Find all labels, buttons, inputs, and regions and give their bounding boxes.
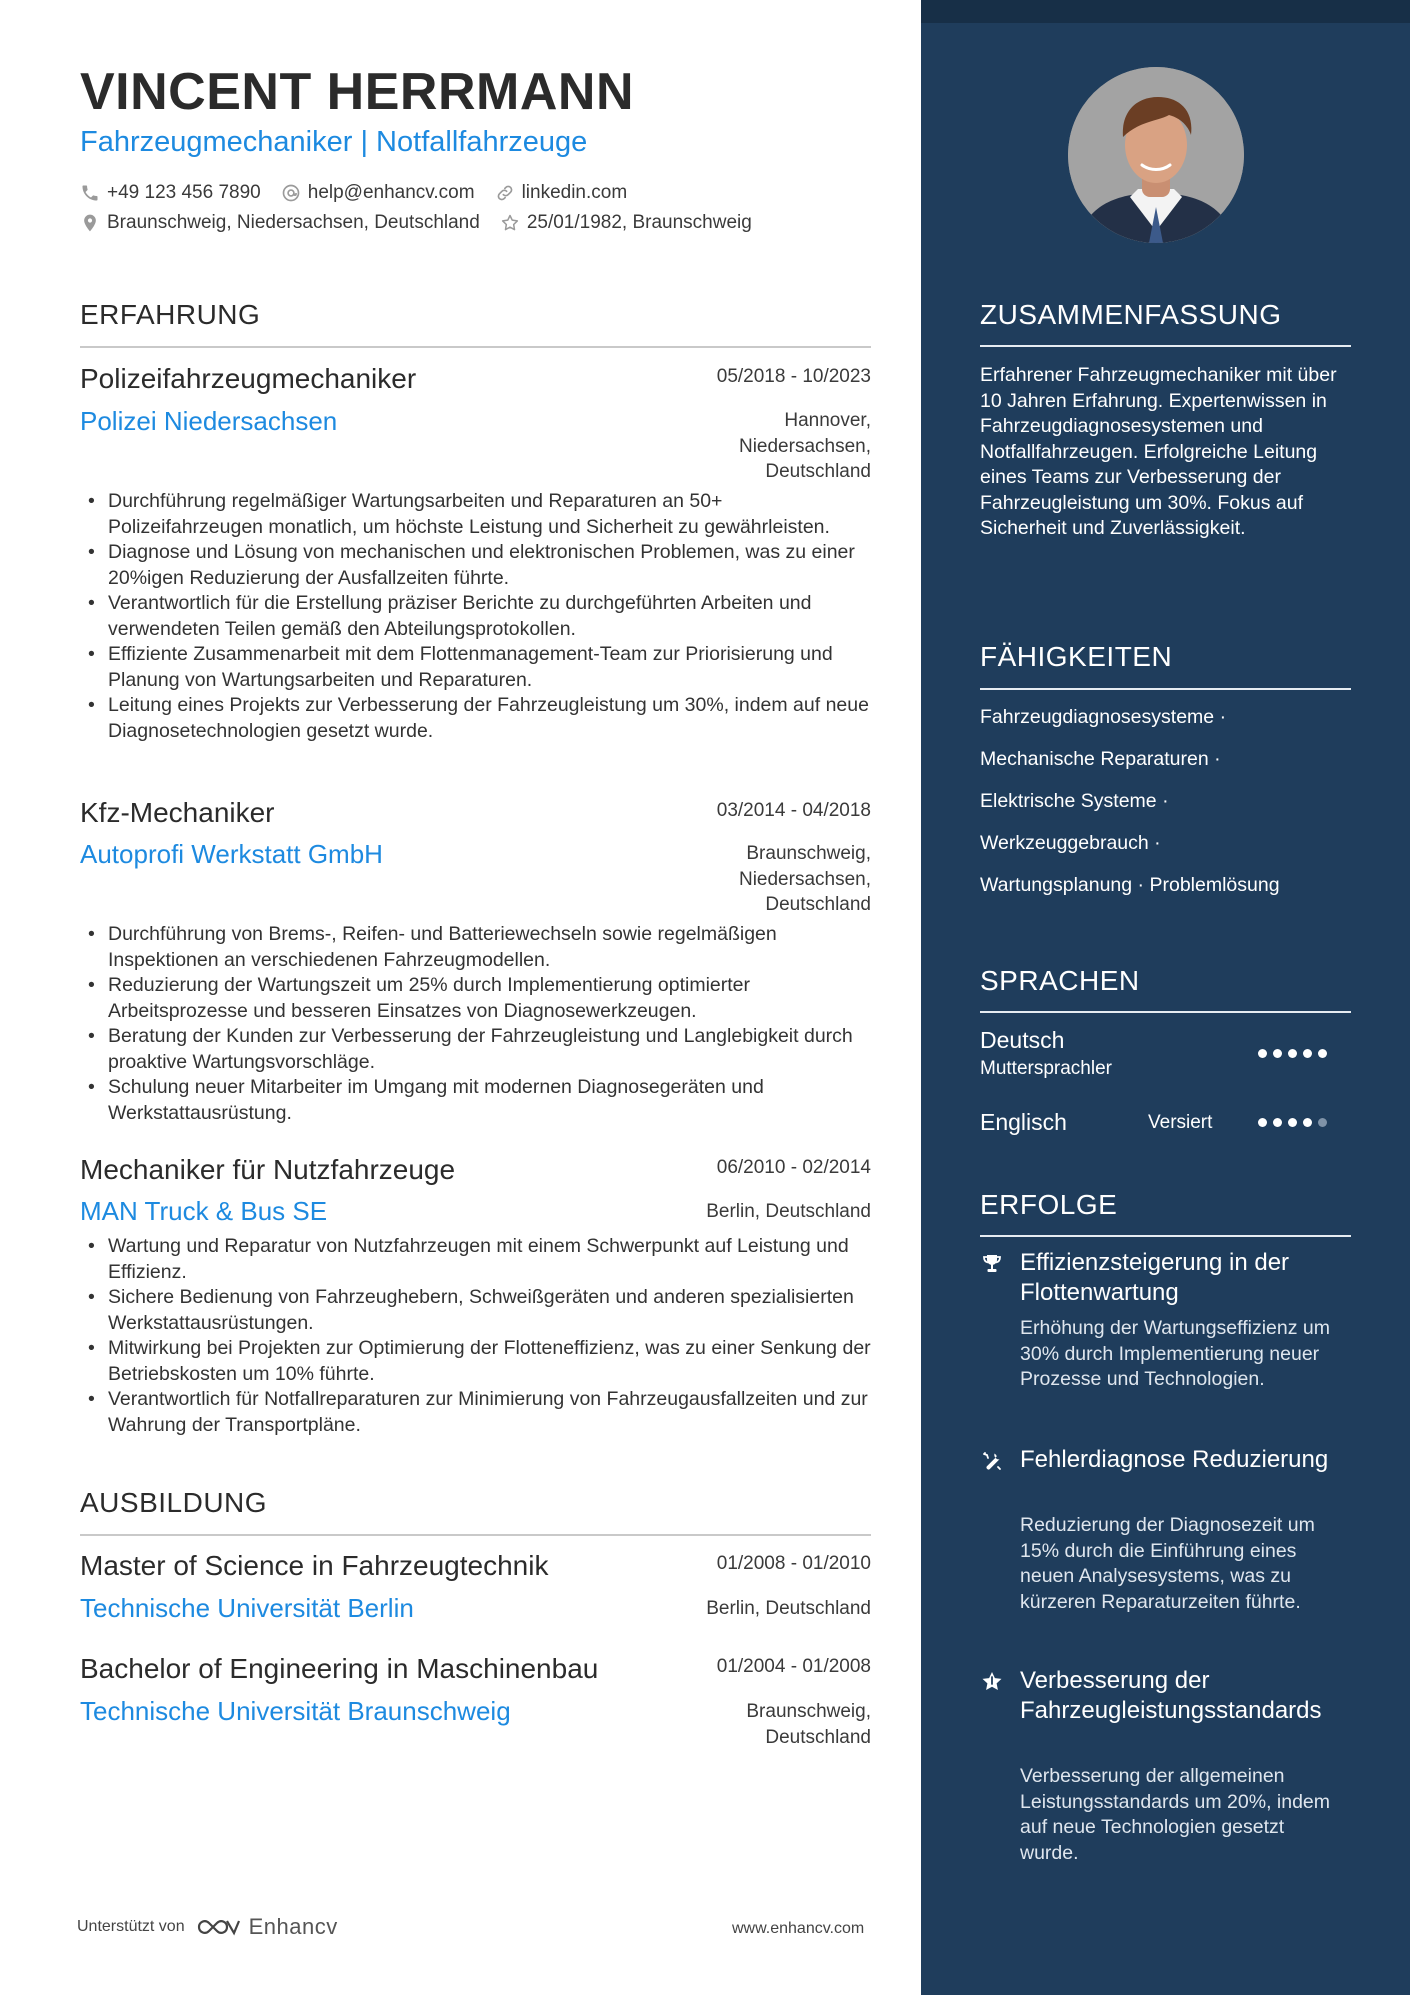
achievement-2-desc: Reduzierung der Diagnosezeit um 15% durch die Einführung eines neuen Analysesystems, was zu kürzeren Reparaturzeiten führte. xyxy=(1020,1514,1315,1613)
skills-heading: FÄHIGKEITEN xyxy=(980,641,1173,672)
list-item: • Verantwortlich für Notfallreparaturen zur Minimierung von Fahrzeugausfallzeiten und zur Wahrung der Transportpläne. xyxy=(80,1387,880,1438)
list-item: • Leitung eines Projekts zur Verbesserung der Fahrzeugleistung um 30%, indem auf neue Diagnosetechnologien gesetzt wurde. xyxy=(80,693,880,744)
footer-url[interactable]: www.enhancv.com xyxy=(732,1920,865,1937)
linkedin-text: linkedin.com xyxy=(521,182,628,203)
rating-dot-filled xyxy=(1258,1049,1267,1058)
language-1-name: Deutsch xyxy=(980,1027,1065,1053)
achievement-3-desc: Verbesserung der allgemeinen Leistungsstandards um 20%, indem auf neue Technologien gesetzt wurde. xyxy=(1020,1765,1331,1864)
list-item: • Durchführung regelmäßiger Wartungsarbeiten und Reparaturen an 50+ Polizeifahrzeugen monatlich, um höchste Leistung und Sicherheit zu gewährleisten. xyxy=(80,489,880,540)
rating-dot-filled xyxy=(1303,1118,1312,1127)
edu-1-dates: 01/2008 - 01/2010 xyxy=(716,1553,871,1574)
summary-heading: ZUSAMMENFASSUNG xyxy=(980,299,1282,330)
enhancv-logo-icon xyxy=(195,1915,241,1939)
rating-dot-filled xyxy=(1303,1049,1312,1058)
contact-row-secondary xyxy=(80,212,772,234)
sidebar xyxy=(921,0,1410,1995)
job-1-company[interactable]: Polizei Niedersachsen xyxy=(80,406,338,436)
skill-item: Mechanische Reparaturen · xyxy=(980,748,1221,770)
achievement-2-title: Fehlerdiagnose Reduzierung xyxy=(1020,1446,1329,1473)
list-item: • Mitwirkung bei Projekten zur Optimierung der Flotteneffizienz, was zu einer Senkung der Betriebskosten um 10% führte. xyxy=(80,1336,880,1387)
language-2-name: Englisch xyxy=(980,1109,1067,1135)
job-1-role: Polizeifahrzeugmechaniker xyxy=(80,363,417,394)
edu-1-school[interactable]: Technische Universität Berlin xyxy=(80,1593,414,1623)
language-1-rating xyxy=(1258,1049,1333,1058)
candidate-title: Fahrzeugmechaniker | Notfallfahrzeuge xyxy=(80,126,588,158)
rating-dot-filled xyxy=(1288,1049,1297,1058)
education-divider xyxy=(80,1534,871,1536)
experience-divider xyxy=(80,346,871,348)
rating-dot-filled xyxy=(1273,1118,1282,1127)
list-item: • Beratung der Kunden zur Verbesserung der Fahrzeugleistung und Langlebigkeit durch proaktive Wartungsvorschläge. xyxy=(80,1024,880,1075)
footer-branding xyxy=(77,1914,338,1940)
education-heading: AUSBILDUNG xyxy=(80,1487,268,1518)
trophy-icon xyxy=(980,1252,1004,1276)
phone-icon xyxy=(80,183,100,203)
list-item: • Schulung neuer Mitarbeiter im Umgang mit modernen Diagnosegeräten und Werkstattausrüstung. xyxy=(80,1075,880,1126)
job-3-bullets xyxy=(80,1234,880,1438)
summary-text: Erfahrener Fahrzeugmechaniker mit über 10 Jahren Erfahrung. Expertenwissen in Fahrzeugdiagnosesystemen und Notfallfahrzeugen. Erfolgreiche Leitung eines Teams zur Verbesserung der Fahrzeugleistung um 30%. Fokus auf Sicherheit und Zuverlässigkeit. xyxy=(980,364,1337,539)
skill-item: Fahrzeugdiagnosesysteme · xyxy=(980,706,1227,728)
language-1-level: Muttersprachler xyxy=(980,1058,1112,1079)
avatar xyxy=(1068,67,1244,243)
job-2-dates: 03/2014 - 04/2018 xyxy=(716,800,871,821)
list-item: • Verantwortlich für die Erstellung präziser Berichte zu durchgeführten Arbeiten und verwendeten Teilen gemäß den Abteilungsprotokollen. xyxy=(80,591,880,642)
at-icon xyxy=(281,183,301,203)
job-2-bullets xyxy=(80,922,880,1126)
languages-divider xyxy=(980,1011,1351,1013)
skills-divider xyxy=(980,688,1351,690)
star-outline-icon xyxy=(500,213,520,233)
birth-text: 25/01/1982, Braunschweig xyxy=(526,212,752,233)
languages-heading: SPRACHEN xyxy=(980,965,1140,996)
star-icon xyxy=(980,1670,1004,1694)
language-2-level: Versiert xyxy=(1148,1112,1213,1133)
contact-birth xyxy=(500,212,752,234)
edu-2-dates: 01/2004 - 01/2008 xyxy=(716,1656,871,1677)
skill-item: Wartungsplanung · Problemlösung xyxy=(980,874,1280,896)
achievements-heading: ERFOLGE xyxy=(980,1189,1118,1220)
rating-dot-empty xyxy=(1318,1118,1327,1127)
list-item: • Effiziente Zusammenarbeit mit dem Flottenmanagement-Team zur Priorisierung und Planung von Wartungsarbeiten und Reparaturen. xyxy=(80,642,880,693)
email-text: help@enhancv.com xyxy=(307,182,475,203)
sidebar-top-bar xyxy=(921,0,1410,23)
edu-2-school[interactable]: Technische Universität Braunschweig xyxy=(80,1696,511,1726)
job-1-bullets xyxy=(80,489,880,744)
link-icon xyxy=(495,183,515,203)
list-item: • Durchführung von Brems-, Reifen- und Batteriewechseln sowie regelmäßigen Inspektionen an verschiedenen Fahrzeugmodellen. xyxy=(80,922,880,973)
language-2-rating xyxy=(1258,1118,1333,1127)
list-item: • Reduzierung der Wartungszeit um 25% durch Implementierung optimierter Arbeitsprozesse und besseren Einsatzes von Diagnosewerkzeugen. xyxy=(80,973,880,1024)
brand-name: Enhancv xyxy=(248,1914,338,1939)
rating-dot-filled xyxy=(1258,1118,1267,1127)
contact-phone[interactable] xyxy=(80,182,261,204)
contact-linkedin[interactable] xyxy=(495,182,628,204)
rating-dot-filled xyxy=(1318,1049,1327,1058)
skill-item: Werkzeuggebrauch · xyxy=(980,832,1161,854)
edu-2-degree: Bachelor of Engineering in Maschinenbau xyxy=(80,1653,599,1684)
job-2-location: Braunschweig, Niedersachsen, Deutschland xyxy=(738,843,871,915)
job-3-role: Mechaniker für Nutzfahrzeuge xyxy=(80,1154,456,1185)
job-3-company[interactable]: MAN Truck & Bus SE xyxy=(80,1196,328,1226)
rating-dot-filled xyxy=(1288,1118,1297,1127)
achievement-3-title: Verbesserung der Fahrzeugleistungsstandards xyxy=(1020,1667,1322,1724)
job-1-dates: 05/2018 - 10/2023 xyxy=(716,366,871,387)
job-3-location: Berlin, Deutschland xyxy=(706,1201,871,1222)
contact-email[interactable] xyxy=(281,182,475,204)
rating-dot-filled xyxy=(1273,1049,1282,1058)
candidate-name: VINCENT HERRMANN xyxy=(80,63,634,121)
experience-heading: ERFAHRUNG xyxy=(80,299,261,330)
achievements-divider xyxy=(980,1235,1351,1237)
skill-item: Elektrische Systeme · xyxy=(980,790,1169,812)
tools-icon xyxy=(980,1449,1004,1473)
job-2-role: Kfz-Mechaniker xyxy=(80,797,275,828)
achievement-1-title: Effizienzsteigerung in der Flottenwartung xyxy=(1020,1249,1290,1306)
list-item: • Diagnose und Lösung von mechanischen und elektronischen Problemen, was zu einer 20%igen Reduzierung der Ausfallzeiten führte. xyxy=(80,540,880,591)
edu-2-location: Braunschweig, Deutschland xyxy=(746,1701,871,1748)
location-pin-icon xyxy=(80,213,100,233)
edu-1-degree: Master of Science in Fahrzeugtechnik xyxy=(80,1550,549,1581)
location-text: Braunschweig, Niedersachsen, Deutschland xyxy=(107,212,480,233)
job-2-company[interactable]: Autoprofi Werkstatt GmbH xyxy=(80,839,383,869)
powered-by-text: Unterstützt von xyxy=(77,1918,185,1935)
contact-location xyxy=(80,212,480,234)
job-3-dates: 06/2010 - 02/2014 xyxy=(716,1157,871,1178)
phone-text: +49 123 456 7890 xyxy=(107,182,261,203)
job-1-location: Hannover, Niedersachsen, Deutschland xyxy=(738,410,871,482)
summary-divider xyxy=(980,345,1351,347)
contact-row-primary xyxy=(80,182,647,204)
list-item: • Wartung und Reparatur von Nutzfahrzeugen mit einem Schwerpunkt auf Leistung und Effizienz. xyxy=(80,1234,880,1285)
edu-1-location: Berlin, Deutschland xyxy=(706,1598,871,1619)
list-item: • Sichere Bedienung von Fahrzeughebern, Schweißgeräten und anderen spezialisierten Werkstattausrüstungen. xyxy=(80,1285,880,1336)
achievement-1-desc: Erhöhung der Wartungseffizienz um 30% durch Implementierung neuer Prozesse und Technologien. xyxy=(1020,1317,1331,1390)
